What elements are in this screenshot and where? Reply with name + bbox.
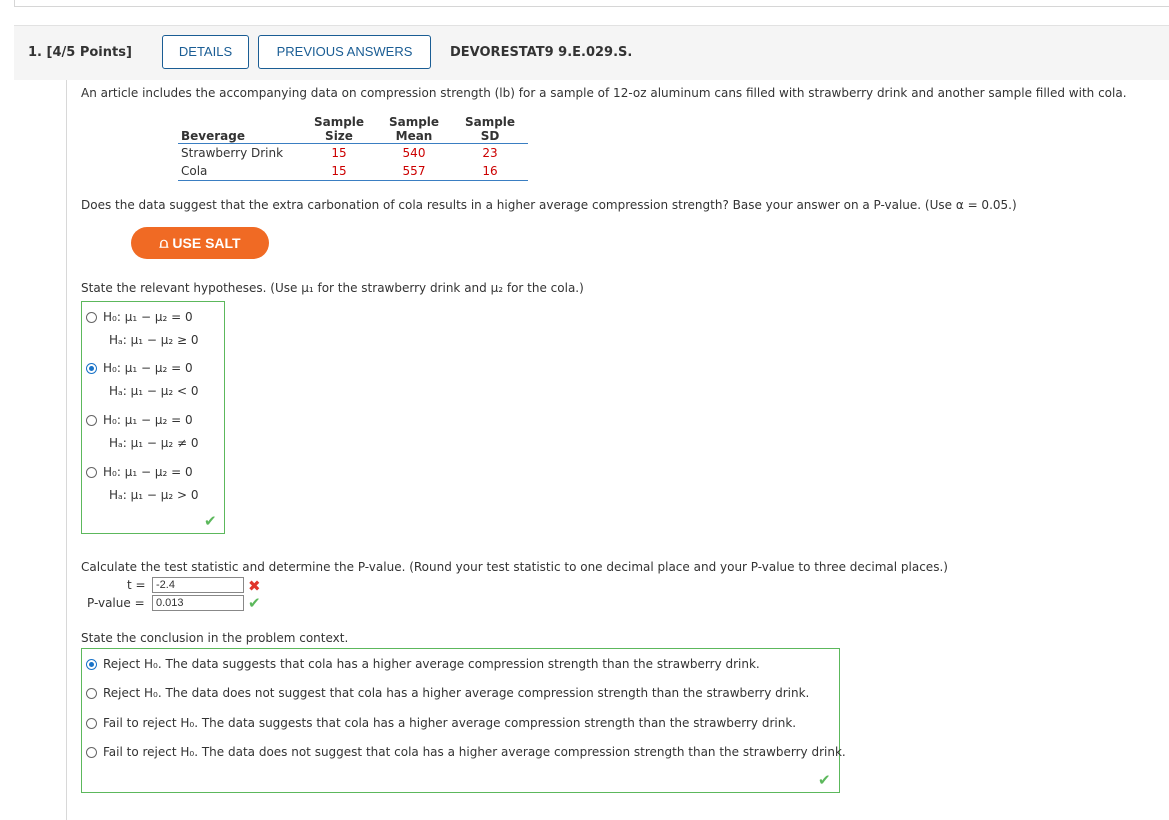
mean-cell: 540 xyxy=(402,146,426,160)
conclusion-radio-2[interactable] xyxy=(86,688,97,699)
previous-answers-button[interactable]: PREVIOUS ANSWERS xyxy=(258,35,431,69)
size-cell: 15 xyxy=(302,162,376,181)
hypothesis-ha-2: Hₐ: μ₁ − μ₂ < 0 xyxy=(109,384,199,398)
content-left-rule xyxy=(66,80,67,820)
beverage-cell: Strawberry Drink xyxy=(181,146,284,160)
col-header-beverage: Beverage xyxy=(178,115,302,144)
conclusion-option-4: Fail to reject H₀. The data does not suggest that cola has a higher average compression strength than the strawberry drink. xyxy=(103,745,846,759)
data-table xyxy=(178,115,528,181)
col-header-mean: Sample Mean xyxy=(376,115,452,144)
hypothesis-h0-4: H₀: μ₁ − μ₂ = 0 xyxy=(103,465,193,479)
hypothesis-ha-3: Hₐ: μ₁ − μ₂ ≠ 0 xyxy=(109,436,199,450)
use-salt-button[interactable]: ⩍ USE SALT xyxy=(131,227,269,259)
problem-code: DEVORESTAT9 9.E.029.S. xyxy=(450,45,633,60)
hypotheses-prompt: State the relevant hypotheses. (Use μ₁ for the strawberry drink and μ₂ for the cola.) xyxy=(81,281,584,295)
mean-cell: 557 xyxy=(376,162,452,181)
hypothesis-radio-4[interactable] xyxy=(86,467,97,478)
t-label: t = xyxy=(127,578,146,592)
conclusion-option-3: Fail to reject H₀. The data suggests that cola has a higher average compression strength than the strawberry drink. xyxy=(103,716,797,730)
beverage-cell: Cola xyxy=(178,162,302,181)
hypothesis-h0-3: H₀: μ₁ − μ₂ = 0 xyxy=(103,413,193,427)
sd-cell: 16 xyxy=(452,162,528,181)
conclusion-option-1: Reject H₀. The data suggests that cola has a higher average compression strength than the strawberry drink. xyxy=(103,657,760,671)
sd-cell: 23 xyxy=(482,146,498,160)
calc-prompt: Calculate the test statistic and determine the P-value. (Round your test statistic to one decimal place and your P-value to three decimal places.) xyxy=(81,560,948,574)
hypothesis-h0-2: H₀: μ₁ − μ₂ = 0 xyxy=(103,361,193,375)
details-button[interactable]: DETAILS xyxy=(162,35,249,69)
salt-icon: ⩍ xyxy=(159,235,173,251)
hypothesis-radio-2[interactable] xyxy=(86,363,97,374)
hypothesis-h0-1: H₀: μ₁ − μ₂ = 0 xyxy=(103,310,193,324)
check-icon: ✔ xyxy=(248,594,261,612)
question-text: Does the data suggest that the extra carbonation of cola results in a higher average compression strength? Base your answer on a P-value. (Use α = 0.05.) xyxy=(81,198,1017,212)
top-border xyxy=(14,0,1169,7)
p-value-input[interactable] xyxy=(152,595,244,611)
col-header-sd: Sample SD xyxy=(452,115,528,144)
hypothesis-ha-4: Hₐ: μ₁ − μ₂ > 0 xyxy=(109,488,199,502)
hypothesis-ha-1: Hₐ: μ₁ − μ₂ ≥ 0 xyxy=(109,333,199,347)
incorrect-x-icon: ✖ xyxy=(248,577,261,595)
conclusion-prompt: State the conclusion in the problem context. xyxy=(81,631,349,645)
table-row xyxy=(178,144,528,163)
p-value-label: P-value = xyxy=(87,596,145,610)
conclusion-radio-3[interactable] xyxy=(86,718,97,729)
hypothesis-radio-1[interactable] xyxy=(86,312,97,323)
conclusion-radio-1[interactable] xyxy=(86,659,97,670)
check-icon: ✔ xyxy=(204,512,217,530)
intro-text: An article includes the accompanying data on compression strength (lb) for a sample of 12-oz aluminum cans filled with strawberry drink and another sample filled with cola. xyxy=(81,86,1127,100)
col-header-size: Sample Size xyxy=(302,115,376,144)
size-cell: 15 xyxy=(331,146,347,160)
table-row xyxy=(178,162,528,181)
check-icon: ✔ xyxy=(818,771,831,789)
conclusion-option-2: Reject H₀. The data does not suggest that cola has a higher average compression strength than the strawberry drink. xyxy=(103,686,810,700)
question-number: 1. [4/5 Points] xyxy=(28,45,132,60)
hypothesis-radio-3[interactable] xyxy=(86,415,97,426)
t-statistic-input[interactable] xyxy=(152,577,244,593)
conclusion-radio-4[interactable] xyxy=(86,747,97,758)
